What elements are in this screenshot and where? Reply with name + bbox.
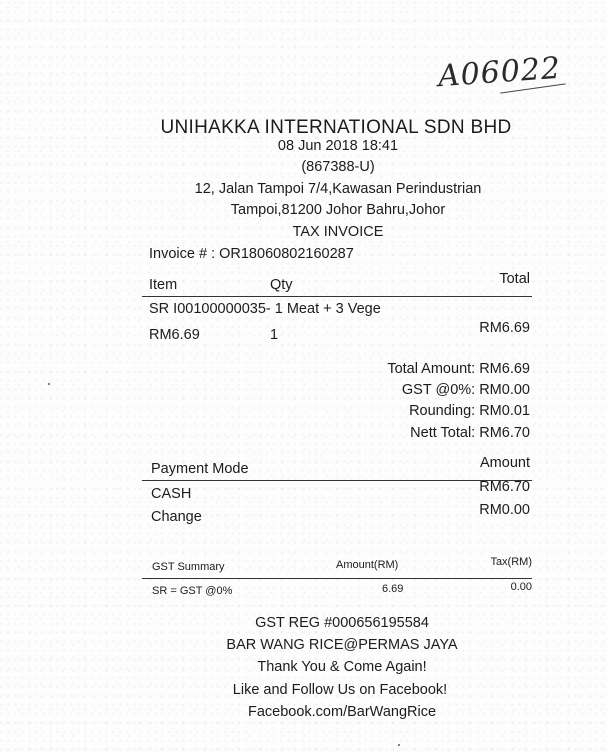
gst-summary-tax-header: Tax(RM) [490,556,532,568]
receipt-datetime: 08 Jun 2018 18:41 [277,138,399,154]
outlet-name: BAR WANG RICE@PERMAS JAYA [226,637,458,653]
gst-summary-header: GST Summary [152,561,225,573]
item-total: RM6.69 [479,320,530,336]
items-header-divider [142,296,532,297]
items-header-qty: Qty [270,277,293,293]
thank-you-message: Thank You & Come Again! [257,659,427,675]
payment-header-mode: Payment Mode [151,461,249,477]
items-header-total: Total [499,271,530,287]
total-amount: Total Amount: RM6.69 [387,361,530,377]
items-header-item: Item [149,277,178,293]
gst-amount: GST @0%: RM0.00 [401,382,530,398]
item-qty: 1 [270,327,279,343]
payment-change-value: RM0.00 [479,502,530,518]
rounding-amount: Rounding: RM0.01 [409,403,530,419]
gst-summary-divider [142,578,532,579]
payment-change-label: Change [151,509,202,525]
handwritten-note: A06022 [436,50,563,95]
gst-summary-amount: 6.69 [382,583,404,595]
scan-speck [398,744,400,746]
payment-cash-value: RM6.70 [479,479,530,495]
facebook-prompt: Like and Follow Us on Facebook! [232,682,448,698]
payment-cash-label: CASH [151,486,192,502]
payment-header-divider [142,480,532,481]
scan-speck [48,383,50,385]
gst-summary-code: SR = GST @0% [152,585,233,597]
invoice-number: Invoice # : OR18060802160287 [149,246,354,262]
company-reg-no: (867388-U) [301,159,375,175]
gst-registration: GST REG #000656195584 [255,615,429,631]
address-line-2: Tampoi,81200 Johor Bahru,Johor [230,202,446,218]
document-type: TAX INVOICE [292,224,384,240]
gst-summary-amount-header: Amount(RM) [336,559,399,571]
address-line-1: 12, Jalan Tampoi 7/4,Kawasan Perindustrian [194,181,482,197]
gst-summary-tax: 0.00 [510,581,532,593]
payment-header-amount: Amount [480,455,530,471]
facebook-url: Facebook.com/BarWangRice [247,704,437,720]
store-name: UNIHAKKA INTERNATIONAL SDN BHD [160,117,512,138]
item-description: SR I00100000035- 1 Meat + 3 Vege [149,301,381,317]
item-unit-price: RM6.69 [149,327,200,343]
nett-total: Nett Total: RM6.70 [410,425,530,441]
